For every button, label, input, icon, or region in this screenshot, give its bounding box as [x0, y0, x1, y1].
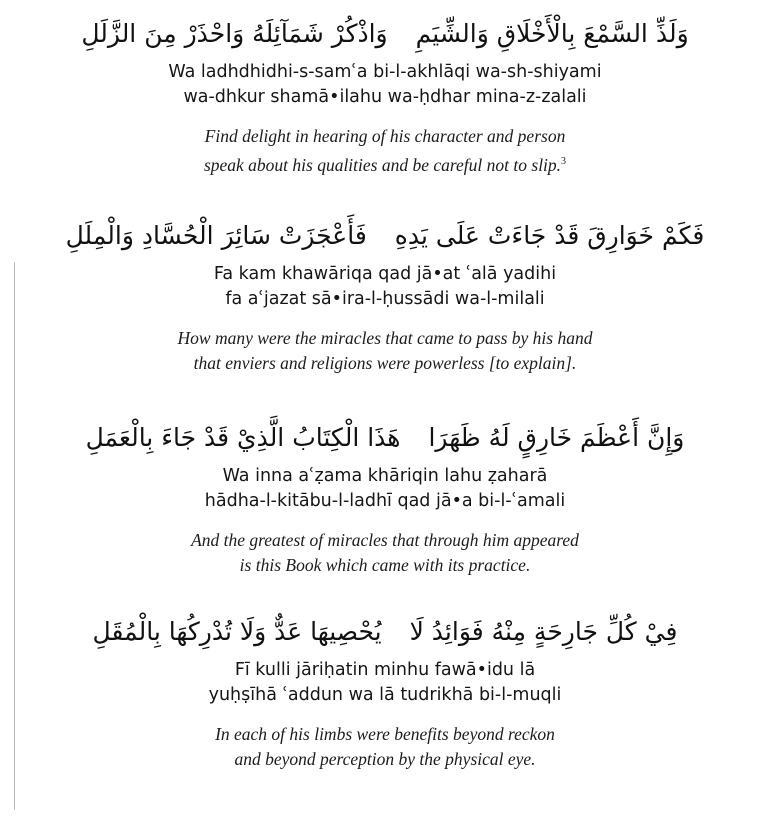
- arabic-hemistich-second: هَذَا الْكِتَابُ الَّذِيْ قَدْ جَاءَ بِالْعَمَلِ: [85, 423, 401, 452]
- arabic-hemistich-first: فِيْ كُلِّ جَارِحَةٍ مِنْهُ فَوَائِدُ لَا: [409, 617, 678, 646]
- arabic-hemistich-first: فَكَمْ خَوَارِقَ قَدْ جَاءَتْ عَلَى يَدِهِ: [394, 221, 705, 250]
- transliteration-line-2: fa aʿjazat sā•ira-l-ḥussādi wa-l-milali: [225, 289, 545, 309]
- transliteration-line-1: Wa inna aʿẓama khāriqin lahu ẓaharā: [222, 466, 548, 486]
- verse-1: [81, 16, 689, 178]
- arabic-line: [65, 218, 705, 256]
- translation-line-1: And the greatest of miracles that through him appeared: [191, 530, 579, 550]
- arabic-hemistich-second: وَاذْكُرْ شَمَآئِلَهُ وَاحْذَرْ مِنَ الزَّلَلِ: [81, 19, 388, 48]
- arabic-line: [81, 16, 689, 54]
- verse-2: [65, 218, 705, 376]
- transliteration-line-2: wa-dhkur shamā•ilahu wa-ḥdhar mina-z-zalali: [183, 87, 587, 107]
- translation-line-2: and beyond perception by the physical eye.: [234, 749, 536, 769]
- arabic-line: [92, 614, 678, 652]
- transliteration-line-1: Fa kam khawāriqa qad jā•at ʿalā yadihi: [213, 264, 557, 284]
- transliteration-line-1: Wa ladhdhidhi-s-samʿa bi-l-akhlāqi wa-sh-shiyami: [168, 62, 602, 82]
- transliteration-line-2: hādha-l-kitābu-l-ladhī qad jā•a bi-l-ʿamali: [204, 491, 566, 511]
- verse-3: [85, 420, 685, 578]
- translation-line-1: How many were the miracles that came to pass by his hand: [177, 328, 593, 348]
- transliteration-line-2: yuḥṣīhā ʿaddun wa lā tudrikhā bi-l-muqli: [208, 685, 562, 705]
- translation-line-1: Find delight in hearing of his character and person: [204, 126, 566, 146]
- footnote-marker: 3: [561, 156, 567, 167]
- translation-line-2-text: speak about his qualities and be careful not to slip.: [203, 154, 562, 175]
- translation: [150, 722, 620, 772]
- translation-line-2: [150, 149, 620, 178]
- transliteration: [150, 658, 620, 708]
- translation: [150, 124, 620, 178]
- scan-margin-line: [14, 262, 15, 810]
- transliteration-line-1: Fī kulli jāriḥatin minhu fawā•idu lā: [234, 660, 536, 680]
- arabic-hemistich-first: وَإِنَّ أَعْظَمَ خَارِقٍ لَهُ ظَهَرَا: [428, 423, 685, 452]
- translation-line-2: is this Book which came with its practice.: [239, 555, 531, 575]
- translation-line-2: that enviers and religions were powerless [to explain].: [193, 353, 577, 373]
- translation-line-1: In each of his limbs were benefits beyond reckon: [215, 724, 555, 744]
- transliteration: [150, 262, 620, 312]
- transliteration: [150, 464, 620, 514]
- transliteration: [150, 60, 620, 110]
- verse-4: [92, 614, 678, 772]
- arabic-hemistich-second: فَأَعْجَزَتْ سَائِرَ الْحُسَّادِ وَالْمِلَلِ: [65, 221, 367, 250]
- translation: [150, 326, 620, 376]
- arabic-line: [85, 420, 685, 458]
- translation: [150, 528, 620, 578]
- arabic-hemistich-second: يُحْصِيهَا عَدٌّ وَلَا تُدْرِكُهَا بِالْمُقَلِ: [92, 617, 382, 646]
- arabic-hemistich-first: وَلَذِّ السَّمْعَ بِالْأَخْلَاقِ وَالشِّيَمِ: [415, 19, 689, 48]
